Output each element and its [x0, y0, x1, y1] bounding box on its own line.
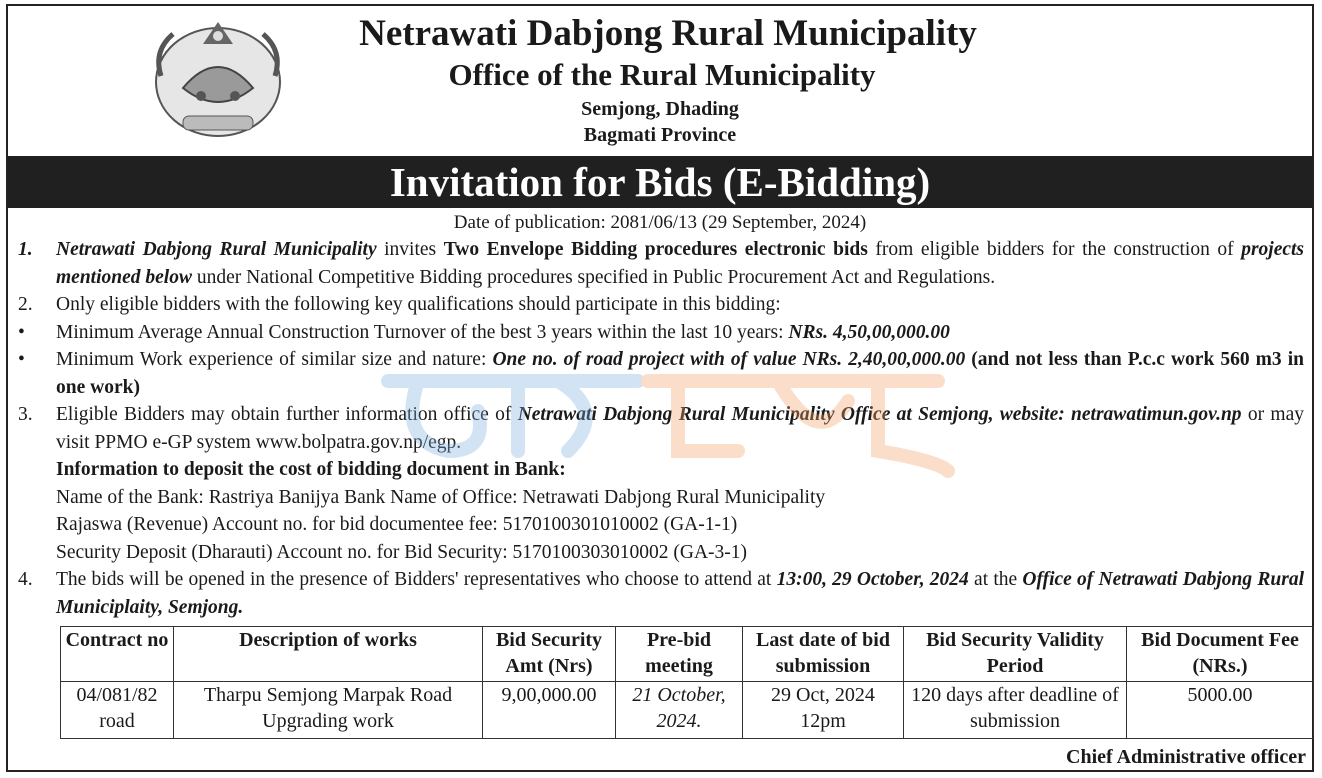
- item-3: [18, 401, 1304, 456]
- item-text: Minimum Average Annual Construction Turnover of the best 3 years within the last 10 years: NRs. 4,50,00,000.00: [56, 321, 950, 343]
- table-header-row: [61, 627, 1314, 682]
- item-number: 1.: [18, 239, 33, 260]
- office-address: Semjong, Dhading: [581, 98, 739, 120]
- security-account-line: Security Deposit (Dharauti) Account no. for Bid Security: 5170100303010002 (GA-3-1): [56, 541, 748, 563]
- cell-prebid: 21 October, 2024.: [616, 682, 743, 739]
- header-prebid: Pre-bid meeting: [616, 627, 743, 682]
- cell-lastdate: 29 Oct, 2024 12pm: [743, 682, 904, 739]
- item-2: [18, 291, 1304, 319]
- table-row: [61, 682, 1314, 739]
- cell-security: 9,00,000.00: [483, 682, 616, 739]
- notice-frame: [6, 4, 1314, 772]
- cell-description: Tharpu Semjong Marpak Road Upgrading work: [174, 682, 483, 739]
- item-4: [18, 566, 1304, 621]
- cell-contract: 04/081/82 road: [61, 682, 174, 739]
- municipality-name: Netrawati Dabjong Rural Municipality: [359, 13, 977, 54]
- bullet-experience: [18, 346, 1304, 401]
- cell-fee: 5000.00: [1127, 682, 1314, 739]
- office-name: Office of the Rural Municipality: [448, 57, 876, 92]
- cell-validity: 120 days after deadline of submission: [904, 682, 1127, 739]
- item-number: 3.: [18, 404, 33, 425]
- header-description: Description of works: [174, 627, 483, 682]
- notice-body: [8, 236, 1312, 621]
- bullet-icon: •: [18, 349, 25, 370]
- header-validity: Bid Security Validity Period: [904, 627, 1127, 682]
- item-text: Eligible Bidders may obtain further information office of Netrawati Dabjong Rural Municipality Office at Semjong, website: netrawatimun.gov.np or may visit PPMO e-GP system www.bolpatra.gov.np/egp.: [56, 404, 1304, 453]
- province-name: Bagmati Province: [583, 124, 737, 146]
- bullet-icon: •: [18, 321, 25, 343]
- bids-table: [60, 626, 1314, 739]
- item-1: [18, 236, 1304, 291]
- header-security: Bid Security Amt (Nrs): [483, 627, 616, 682]
- bank-info-heading: Information to deposit the cost of bidding document in Bank:: [56, 459, 566, 480]
- signoff: Chief Administrative officer: [1066, 746, 1306, 768]
- header-contract: Contract no: [61, 627, 174, 682]
- item-text: Minimum Work experience of similar size and nature: One no. of road project with of value NRs. 2,40,00,000.00 (and not less than P.c.c work 560 m3 in one work): [56, 349, 1304, 398]
- bank-name-line: Name of the Bank: Rastriya Banijya Bank Name of Office: Netrawati Dabjong Rural Municipality: [56, 486, 826, 508]
- item-text: The bids will be opened in the presence of Bidders' representatives who choose to attend at 13:00, 29 October, 2024 at the Office of Netrawati Dabjong Rural Municiplaity, Semjong.: [56, 569, 1304, 618]
- notice-title: Invitation for Bids (E-Bidding): [8, 156, 1312, 208]
- bullet-turnover: [18, 319, 1304, 347]
- header: [8, 6, 1312, 156]
- item-number: 4.: [18, 569, 33, 590]
- item-number: 2.: [18, 294, 33, 315]
- header-lastdate: Last date of bid submission: [743, 627, 904, 682]
- item-text: Netrawati Dabjong Rural Municipality invites Two Envelope Bidding procedures electronic bids from eligible bidders for the construction of projects mentioned below under National Competitive Bidding procedures specified in Public Procurement Act and Regulations.: [56, 239, 1305, 288]
- item-text: Only eligible bidders with the following key qualifications should participate in this bidding:: [56, 294, 781, 315]
- revenue-account-line: Rajaswa (Revenue) Account no. for bid documentee fee: 5170100301010002 (GA-1-1): [56, 514, 738, 535]
- header-fee: Bid Document Fee (NRs.): [1127, 627, 1314, 682]
- publication-date: Date of publication: 2081/06/13 (29 September, 2024): [453, 212, 867, 233]
- header-text: [8, 12, 1312, 148]
